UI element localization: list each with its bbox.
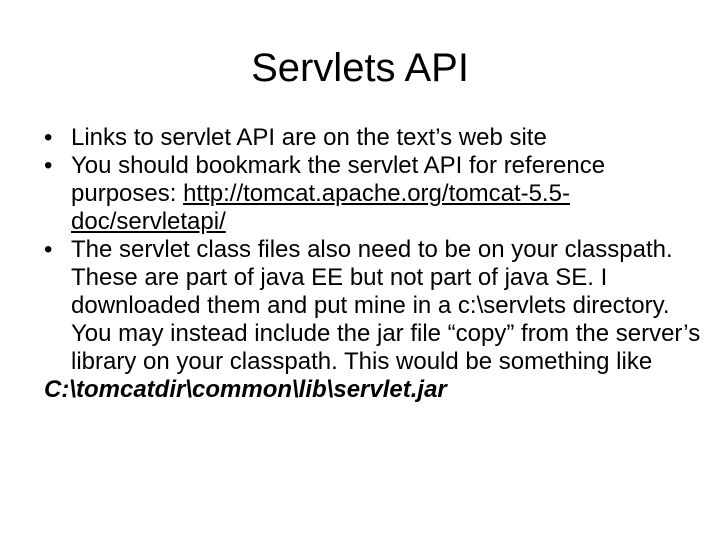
slide-body — [44, 124, 712, 404]
bullet-text: Links to servlet API are on the text’s web site — [71, 124, 547, 151]
bullet-item-bookmark — [44, 152, 712, 236]
bullet-text: You should bookmark the servlet API for reference purposes: — [71, 152, 606, 207]
bullet-list — [44, 124, 712, 376]
bullet-item-classpath — [44, 236, 712, 376]
slide-title: Servlets API — [251, 46, 469, 90]
bullet-marker: • — [44, 236, 53, 263]
servlet-api-link[interactable]: http://tomcat.apache.org/tomcat-5.5-doc/servletapi/ — [71, 180, 570, 235]
bullet-marker: • — [44, 152, 53, 179]
bullet-marker: • — [44, 124, 53, 151]
bullet-item-servlet-api-links — [44, 124, 712, 152]
servlet-jar-path: C:\tomcatdir\common\lib\servlet.jar — [44, 376, 447, 403]
bullet-text: The servlet class files also need to be on your classpath. These are part of java EE but not part of java SE. I downloaded them and put mine in a c:\servlets directory. You may instead include the jar file “copy” from the server’s library on your classpath. This would be something like — [71, 236, 701, 375]
